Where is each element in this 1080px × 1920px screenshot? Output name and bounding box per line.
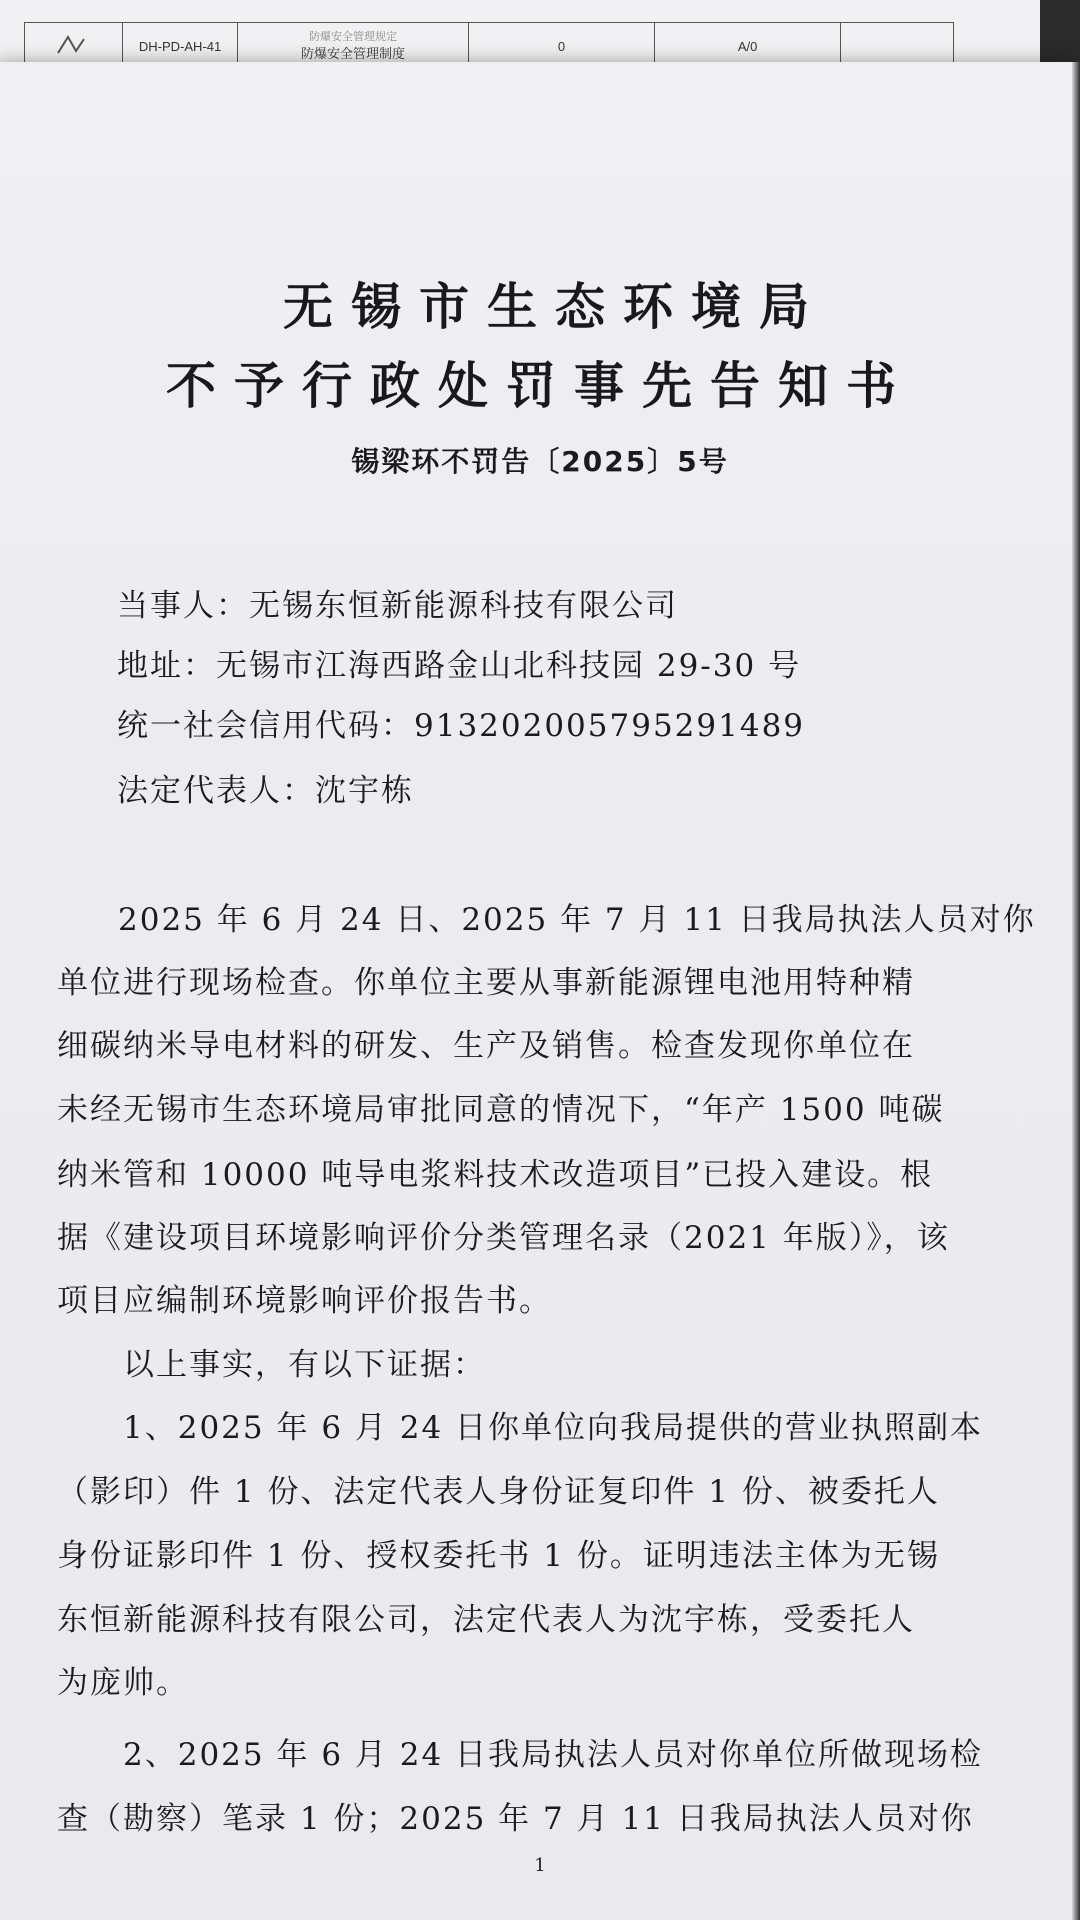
body-line: 细碳纳米导电材料的研发、生产及销售。检查发现你单位在	[57, 1028, 915, 1064]
body-line: 1、2025 年 6 月 24 日你单位向我局提供的营业执照副本	[123, 1410, 984, 1446]
table-cell-name-text: 防爆安全管理制度	[301, 45, 406, 61]
party-line: 当事人：无锡东恒新能源科技有限公司	[117, 588, 678, 624]
sheet-edge-shadow	[1072, 62, 1080, 1920]
page-number: 1	[534, 1855, 546, 1876]
table-cell-name-upper: 防爆安全管理规定	[309, 30, 398, 43]
body-line: （影印）件 1 份、法定代表人身份证复印件 1 份、被委托人	[57, 1474, 940, 1510]
agency-title: 无锡市生态环境局	[283, 277, 827, 336]
credit-code-line: 统一社会信用代码：913202005795291489	[117, 708, 806, 744]
document-title: 不予行政处罚事先告知书	[166, 356, 914, 415]
body-line: 据《建设项目环境影响评价分类管理名录（2021 年版）》，该	[57, 1220, 950, 1256]
legal-rep-line: 法定代表人：沈宇栋	[117, 773, 414, 809]
body-line: 纳米管和 10000 吨导电浆料技术改造项目”已投入建设。根	[57, 1157, 934, 1193]
table-cell-version: A/0	[654, 23, 841, 70]
body-line: 单位进行现场检查。你单位主要从事新能源锂电池用特种精	[57, 965, 915, 1001]
notice-sheet	[0, 62, 1080, 1920]
document-number: 锡梁环不罚告〔2025〕5号	[351, 445, 729, 478]
table-cell-number: 0	[469, 23, 655, 70]
body-line: 东恒新能源科技有限公司，法定代表人为沈宇栋，受委托人	[57, 1602, 915, 1638]
underlying-page	[0, 0, 1040, 70]
address-line: 地址：无锡市江海西路金山北科技园 29-30 号	[117, 648, 802, 684]
body-line: 未经无锡市生态环境局审批同意的情况下，“年产 1500 吨碳	[57, 1092, 945, 1128]
logo-icon	[54, 33, 94, 57]
body-line: 2025 年 6 月 24 日、2025 年 7 月 11 日我局执法人员对你	[118, 902, 1036, 938]
body-line: 身份证影印件 1 份、授权委托书 1 份。证明违法主体为无锡	[57, 1538, 940, 1574]
table-cell-code: DH-PD-AH-41	[123, 23, 238, 70]
body-line: 项目应编制环境影响评价报告书。	[57, 1283, 552, 1319]
body-line: 查（勘察）笔录 1 份；2025 年 7 月 11 日我局执法人员对你	[57, 1801, 974, 1837]
body-line: 为庞帅。	[57, 1665, 189, 1701]
body-line: 以上事实，有以下证据：	[123, 1347, 486, 1383]
body-line: 2、2025 年 6 月 24 日我局执法人员对你单位所做现场检	[123, 1737, 984, 1773]
